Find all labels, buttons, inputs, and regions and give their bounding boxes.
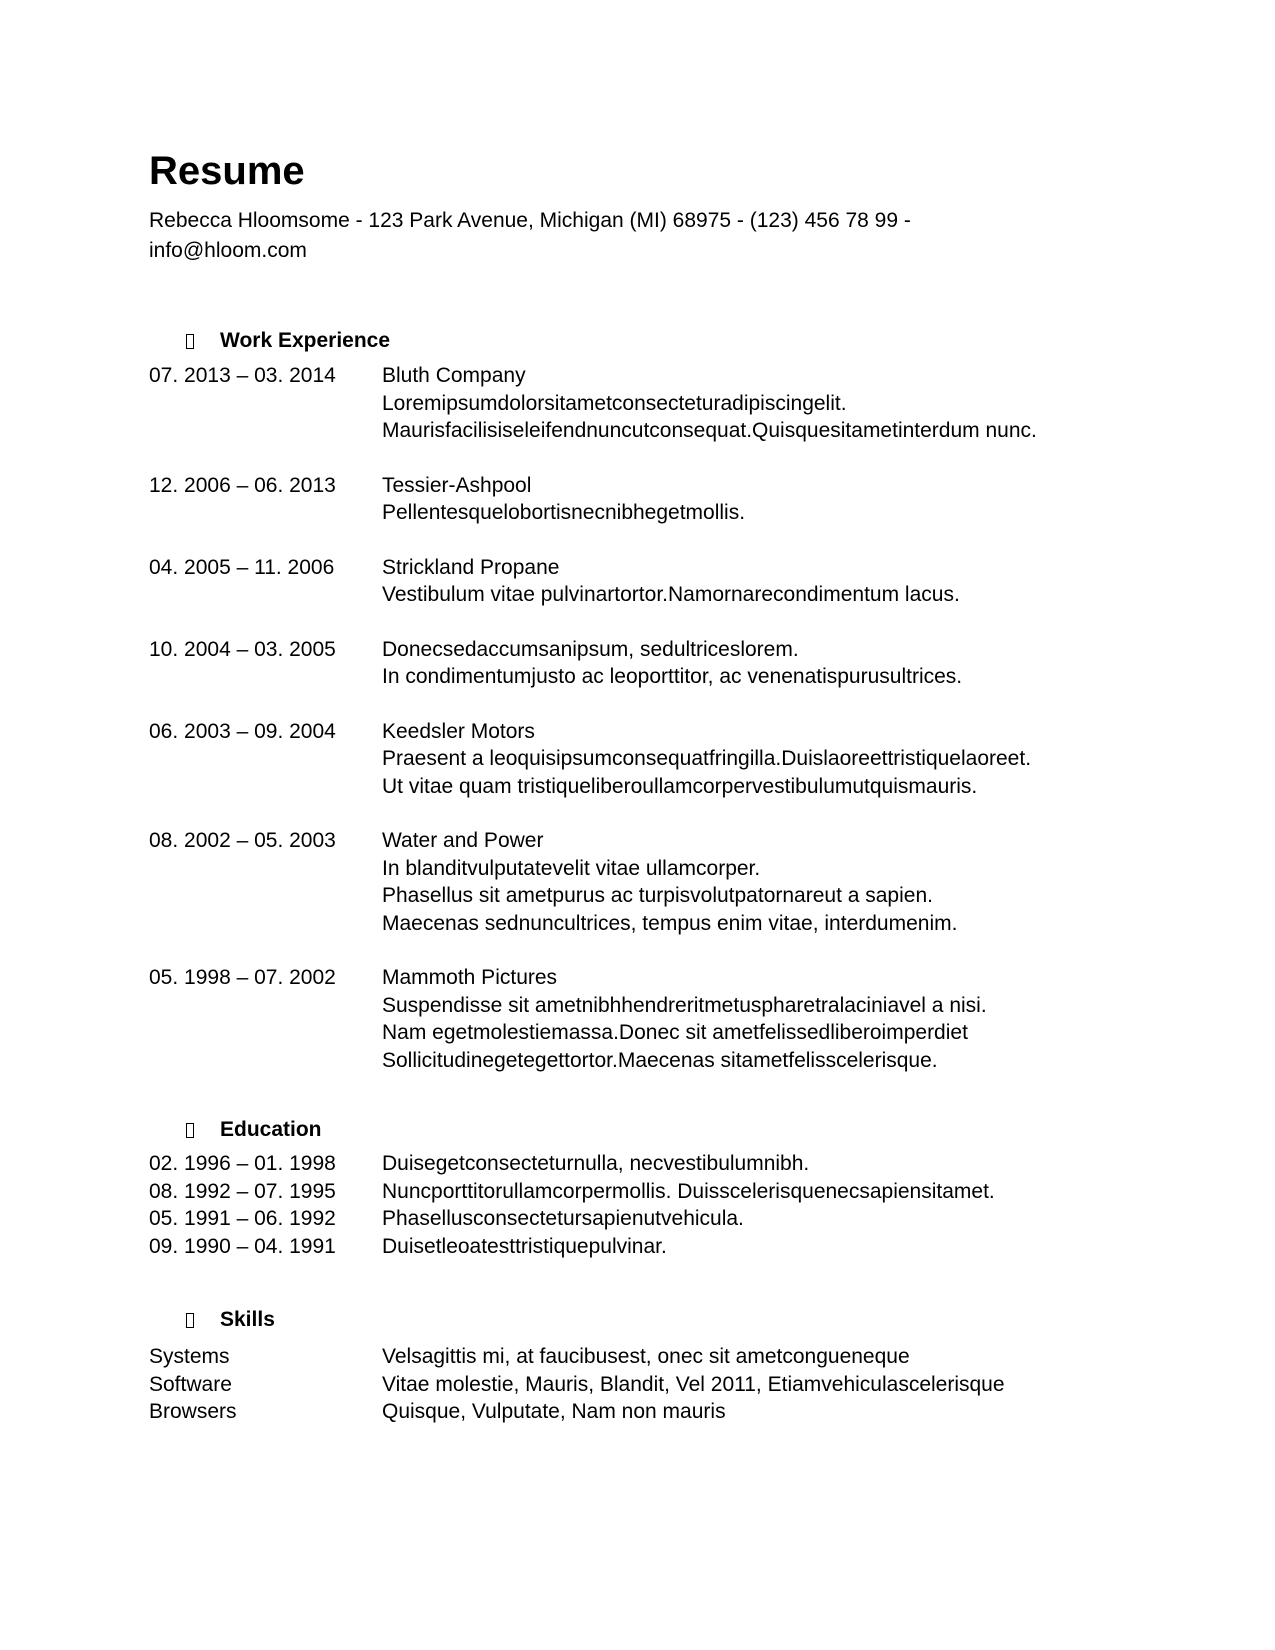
work-entry bbox=[149, 362, 1037, 445]
work-experience-list bbox=[149, 362, 1037, 1074]
skill-entry bbox=[149, 1398, 1005, 1426]
education-heading-label: Education bbox=[220, 1118, 322, 1141]
education-heading bbox=[186, 1116, 322, 1144]
work-entry-body bbox=[382, 636, 962, 691]
skill-entry bbox=[149, 1371, 1005, 1399]
work-entry bbox=[149, 636, 1037, 691]
education-entry-text: Duisetleoatesttristiquepulvinar. bbox=[382, 1234, 667, 1258]
work-entry-line: Pellentesquelobortisnecnibhegetmollis. bbox=[382, 501, 746, 524]
work-experience-heading bbox=[186, 327, 390, 355]
skill-text: Vitae molestie, Mauris, Blandit, Vel 2011, Etiamvehiculascelerisque bbox=[382, 1372, 1005, 1396]
work-entry-date: 08. 2002 – 05. 2003 bbox=[149, 829, 336, 852]
skill-category: Software bbox=[149, 1372, 232, 1396]
page-title: Resume bbox=[149, 149, 305, 193]
bullet-box-icon bbox=[186, 1123, 194, 1138]
work-entry-body bbox=[382, 362, 1037, 445]
education-entry bbox=[149, 1205, 995, 1233]
skill-category: Browsers bbox=[149, 1400, 237, 1423]
skill-text: Quisque, Vulputate, Nam non mauris bbox=[382, 1400, 726, 1423]
work-entry-line: Sollicitudinegetegettortor.Maecenas sitametfelisscelerisque. bbox=[382, 1048, 938, 1072]
skill-category: Systems bbox=[149, 1345, 230, 1368]
work-entry-line: Nam egetmolestiemassa.Donec sit ametfelissedliberoimperdiet bbox=[382, 1021, 968, 1044]
work-entry bbox=[149, 472, 1037, 527]
work-entry-line: Ut vitae quam tristiqueliberoullamcorpervestibulumutquismauris. bbox=[382, 774, 978, 798]
education-entry bbox=[149, 1150, 995, 1178]
work-entry-body bbox=[382, 964, 987, 1074]
work-entry-line: Vestibulum vitae pulvinartortor.Namornarecondimentum lacus. bbox=[382, 583, 960, 606]
work-entry bbox=[149, 718, 1037, 801]
work-experience-heading-label: Work Experience bbox=[220, 329, 391, 352]
contact-info bbox=[149, 206, 1009, 266]
work-entry-line: Phasellus sit ametpurus ac turpisvolutpatornareut a sapien. bbox=[382, 884, 933, 907]
contact-line-1: Rebecca Hloomsome - 123 Park Avenue, Michigan (MI) 68975 - (123) 456 78 99 - bbox=[149, 209, 911, 232]
skill-entry bbox=[149, 1343, 1005, 1371]
work-entry-date: 07. 2013 – 03. 2014 bbox=[149, 364, 336, 387]
education-entry-date: 02. 1996 – 01. 1998 bbox=[149, 1152, 336, 1175]
education-entry-text: Nuncporttitorullamcorpermollis. Duisscelerisquenecsapiensitamet. bbox=[382, 1179, 995, 1203]
work-entry-line: In blanditvulputatevelit vitae ullamcorper. bbox=[382, 856, 761, 880]
education-entry-date: 05. 1991 – 06. 1992 bbox=[149, 1207, 336, 1230]
work-entry-date: 06. 2003 – 09. 2004 bbox=[149, 719, 336, 743]
bullet-box-icon bbox=[186, 1313, 194, 1328]
work-entry-date: 04. 2005 – 11. 2006 bbox=[149, 555, 335, 579]
work-entry-line: Water and Power bbox=[382, 829, 544, 852]
work-entry bbox=[149, 827, 1037, 937]
education-entry-text: Duisegetconsecteturnulla, necvestibulumnibh. bbox=[382, 1152, 810, 1175]
education-entry-text: Phasellusconsectetursapienutvehicula. bbox=[382, 1207, 744, 1230]
skills-heading bbox=[186, 1306, 275, 1334]
work-entry bbox=[149, 964, 1037, 1074]
work-entry-line: Maecenas sednuncultrices, tempus enim vitae, interdumenim. bbox=[382, 911, 958, 935]
bullet-box-icon bbox=[186, 334, 194, 349]
education-entry bbox=[149, 1178, 995, 1206]
work-entry-body bbox=[382, 827, 957, 937]
work-entry-line: Mammoth Pictures bbox=[382, 966, 558, 989]
work-entry-date: 10. 2004 – 03. 2005 bbox=[149, 637, 336, 661]
work-entry-body bbox=[382, 554, 960, 609]
skill-text: Velsagittis mi, at faucibusest, onec sit ametcongueneque bbox=[382, 1345, 910, 1368]
education-entry-date: 08. 1992 – 07. 1995 bbox=[149, 1179, 336, 1203]
work-entry-line: In condimentumjusto ac leoporttitor, ac venenatispurusultrices. bbox=[382, 665, 963, 688]
work-entry-line: Strickland Propane bbox=[382, 555, 560, 579]
work-entry-date: 12. 2006 – 06. 2013 bbox=[149, 473, 336, 497]
education-list bbox=[149, 1150, 995, 1260]
work-entry-line: Suspendisse sit ametnibhhendreritmetuspharetralaciniavel a nisi. bbox=[382, 993, 987, 1017]
skills-list bbox=[149, 1343, 1005, 1426]
work-entry-line: Bluth Company bbox=[382, 364, 526, 387]
work-entry bbox=[149, 554, 1037, 609]
contact-email: info@hloom.com bbox=[149, 239, 307, 262]
work-entry-body bbox=[382, 472, 745, 527]
work-entry-body bbox=[382, 718, 1031, 801]
work-entry-line: Donecsedaccumsanipsum, sedultriceslorem. bbox=[382, 637, 799, 661]
work-entry-line: Maurisfacilisiseleifendnuncutconsequat.Quisquesitametinterdum nunc. bbox=[382, 419, 1037, 442]
skills-heading-label: Skills bbox=[220, 1308, 275, 1331]
education-entry bbox=[149, 1233, 995, 1261]
work-entry-line: Loremipsumdolorsitametconsecteturadipiscingelit. bbox=[382, 391, 847, 415]
work-entry-date: 05. 1998 – 07. 2002 bbox=[149, 966, 336, 989]
education-entry-date: 09. 1990 – 04. 1991 bbox=[149, 1234, 336, 1258]
work-entry-line: Praesent a leoquisipsumconsequatfringilla.Duislaoreettristiquelaoreet. bbox=[382, 747, 1032, 770]
work-entry-line: Keedsler Motors bbox=[382, 719, 535, 743]
work-entry-line: Tessier-Ashpool bbox=[382, 473, 532, 497]
